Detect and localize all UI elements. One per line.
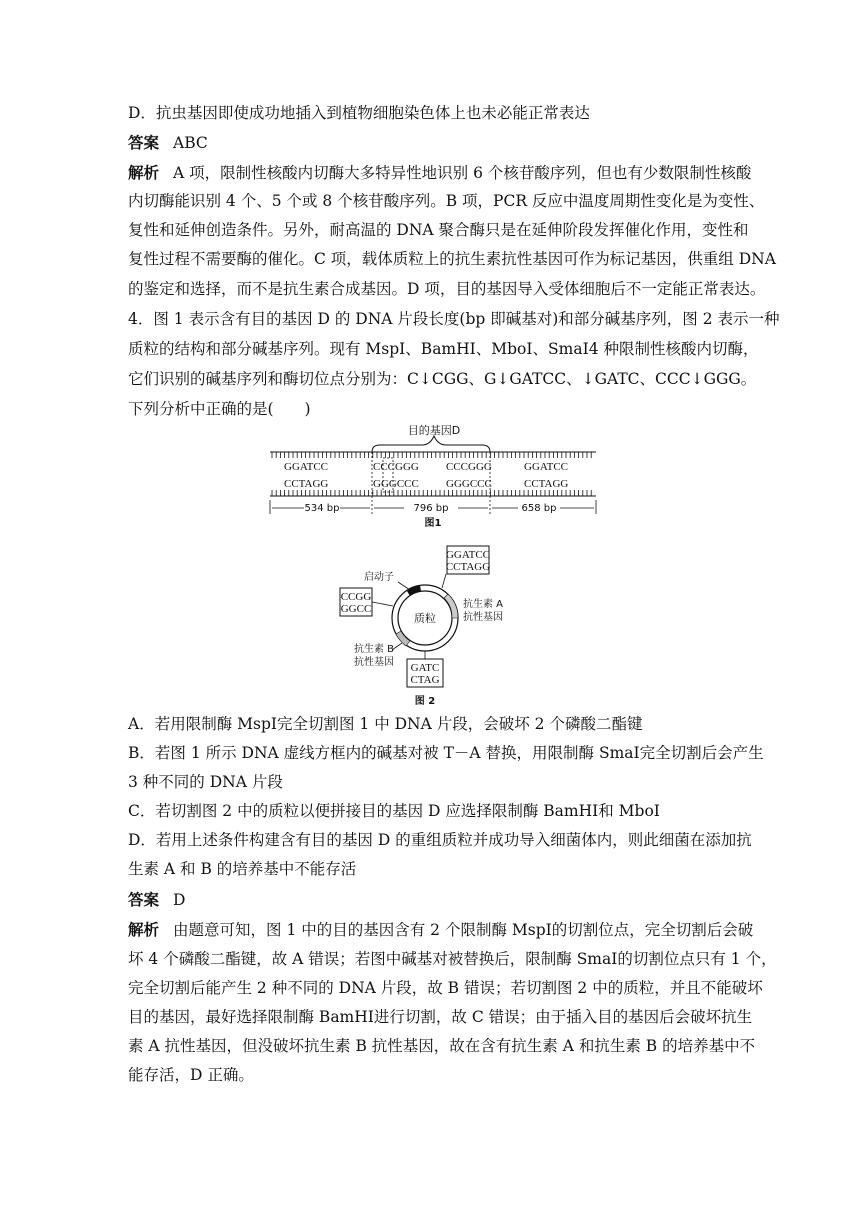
top-strand-ticks (272, 452, 591, 458)
answer-2 (128, 889, 738, 911)
length-796: 796 bp (413, 503, 449, 514)
seq-top-3: CCCGGG (446, 461, 492, 473)
answer-1 (128, 132, 738, 154)
option-d-line-1: D．若用上述条件构建含有目的基因 D 的重组质粒并成功导入细菌体内，则此细菌在添加抗 (128, 831, 752, 849)
explanation-1-line-1 (128, 162, 752, 184)
box-bottom-line-1: GATC (410, 662, 440, 674)
question-4-line-4: 下列分析中正确的是( ) (128, 400, 311, 418)
seq-bottom-4: CCTAGG (524, 478, 569, 490)
option-d-line-2: 生素 A 和 B 的培养基中不能存活 (128, 860, 357, 878)
explanation-text: A 项，限制性核酸内切酶大多特异性地识别 6 个核苷酸序列，但也有少数限制性核酸 (173, 164, 752, 182)
figure-2 (336, 542, 526, 710)
antibiotic-a-gene-segment (444, 594, 458, 618)
box-top-line-2: CCTAGG (445, 561, 491, 573)
box-left-line-1: CCGG (340, 591, 372, 603)
gene-bracket (372, 436, 490, 452)
seq-bottom-3: GGGCCC (446, 478, 492, 490)
explanation-2-line-6: 能存活，D 正确。 (128, 1066, 254, 1084)
explanation-2-line-3: 完全切割后能产生 2 种不同的 DNA 片段，故 B 错误；若切割图 2 中的质粒，并且不能破坏 (128, 979, 763, 997)
seq-top-4: GGATCC (524, 461, 569, 473)
option-a: A．若用限制酶 MspⅠ完全切割图 1 中 DNA 片段，会破坏 2 个磷酸二酯键 (128, 715, 643, 733)
seq-bottom-1: CCTAGG (284, 478, 329, 490)
explanation-2-line-2: 坏 4 个磷酸二酯键，故 A 错误；若图中碱基对被替换后，限制酶 SmaⅠ的切割位点只有 1 个， (128, 950, 777, 968)
antibiotic-a-label-2: 抗性基因 (463, 612, 503, 623)
antibiotic-a-label-1: 抗生素 A (463, 599, 504, 610)
figure-2-caption: 图 2 (414, 696, 436, 707)
option-b-line-1: B．若图 1 所示 DNA 虚线方框内的碱基对被 T－A 替换，用限制酶 SmaⅠ完全切割后会产生 (128, 744, 764, 762)
explanation-1-line-3: 复性和延伸创造条件。另外，耐高温的 DNA 聚合酶只是在延伸阶段发挥催化作用，变性和 (128, 221, 749, 239)
length-534: 534 bp (304, 503, 340, 514)
seq-top-1: GGATCC (284, 461, 329, 473)
explanation-text: 由题意可知，图 1 中的目的基因含有 2 个限制酶 MspⅠ的切割位点，完全切割后会破 (173, 921, 754, 939)
explanation-1-line-4: 复性过程不需要酶的催化。C 项，载体质粒上的抗生素抗性基因可作为标记基因，供重组 DNA (128, 250, 776, 268)
figure-1-caption: 图1 (424, 518, 442, 529)
antibiotic-b-label-2: 抗性基因 (354, 657, 394, 668)
promoter-label: 启动子 (364, 572, 394, 583)
explanation-1-line-5: 的鉴定和选择，而不是抗生素合成基因。D 项，目的基因导入受体细胞后不一定能正常表达。 (128, 280, 766, 298)
option-d-previous: D．抗虫基因即使成功地插入到植物细胞染色体上也未必能正常表达 (128, 104, 590, 122)
box-top-line-1: GGATCC (445, 549, 491, 561)
question-4-line-3: 它们识别的碱基序列和酶切位点分别为：C↓CGG、G↓GATCC、↓GATC、CCC↓GGG。 (128, 370, 757, 388)
explanation-2-line-1 (128, 919, 754, 941)
length-658: 658 bp (521, 503, 557, 514)
seq-top-2: CCCGGG (373, 461, 419, 473)
bottom-strand-ticks (272, 490, 591, 496)
option-b-line-2: 3 种不同的 DNA 片段 (128, 773, 283, 791)
question-4-line-1: 4．图 1 表示含有目的基因 D 的 DNA 片段长度(bp 即碱基对)和部分碱基序列，图 2 表示一种 (128, 310, 780, 328)
option-c: C．若切割图 2 中的质粒以便拼接目的基因 D 应选择限制酶 BamHⅠ和 MboⅠ (128, 802, 660, 820)
explanation-label: 解析 (128, 164, 160, 182)
box-left-line-2: GGCC (340, 603, 372, 615)
answer-value: D (173, 891, 186, 909)
explanation-2-line-4: 目的基因，最好选择限制酶 BamHⅠ进行切割，故 C 错误；由于插入目的基因后会破坏抗生 (128, 1008, 753, 1026)
explanation-label: 解析 (128, 921, 160, 939)
explanation-2-line-5: 素 A 抗性基因，但没破坏抗生素 B 抗性基因，故在含有抗生素 A 和抗生素 B 的培养基中不 (128, 1037, 756, 1055)
antibiotic-b-label-1: 抗生素 B (354, 644, 395, 655)
answer-value: ABC (173, 134, 208, 152)
seq-bottom-2: GGGCCC (373, 478, 419, 490)
box-bottom-line-2: CTAG (410, 674, 440, 686)
explanation-1-line-2: 内切酶能识别 4 个、5 个或 8 个核苷酸序列。B 项，PCR 反应中温度周期性变化是为变性、 (128, 192, 765, 210)
answer-label: 答案 (128, 134, 160, 152)
plasmid-label: 质粒 (414, 612, 436, 625)
gene-label: 目的基因D (407, 424, 461, 437)
answer-label: 答案 (128, 891, 160, 909)
figure-1 (262, 418, 602, 530)
question-4-line-2: 质粒的结构和部分碱基序列。现有 MspⅠ、BamHⅠ、MboⅠ、SmaⅠ4 种限制性核酸内切酶， (128, 340, 759, 358)
